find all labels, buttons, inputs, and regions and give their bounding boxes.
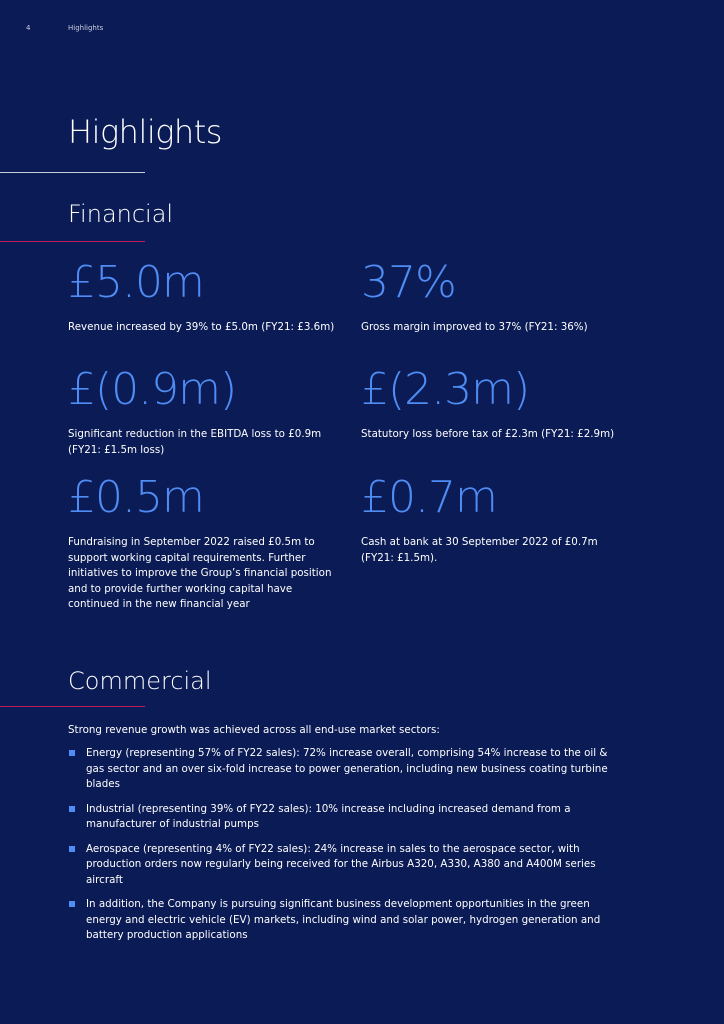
metric-description: Statutory loss before tax of £2.3m (FY21: £2.9m) xyxy=(361,428,615,440)
bullet-square-icon xyxy=(69,750,75,756)
metric-description: Cash at bank at 30 September 2022 of £0.7m (FY21: £1.5m). xyxy=(361,536,598,564)
page-header xyxy=(26,24,104,32)
list-item-text: In addition, the Company is pursuing significant business development opportunities in the green energy and electric vehicle (EV) markets, including wind and solar power, hydrogen generation and battery production applications xyxy=(86,898,601,941)
list-item-text: Energy (representing 57% of FY22 sales): 72% increase overall, comprising 54% increase to the oil & gas sector and an over six-fold increase to power generation, including new business coating turbine blades xyxy=(86,747,608,790)
metric-description: Gross margin improved to 37% (FY21: 36%) xyxy=(361,321,588,333)
metric-fundraising xyxy=(68,472,338,613)
list-item-text: Aerospace (representing 4% of FY22 sales): 24% increase in sales to the aerospace sector, with production orders now regularly being received for the Airbus A320, A330, A380 and A400M series aircraft xyxy=(86,842,596,886)
metric-description: Revenue increased by 39% to £5.0m (FY21: £3.6m) xyxy=(68,321,335,333)
list-item-text: Industrial (representing 39% of FY22 sales): 10% increase including increased demand from a manufacturer of industrial pumps xyxy=(86,802,571,830)
metric-ebitda xyxy=(68,364,338,458)
metric-value: £(0.9m) xyxy=(68,364,237,415)
title-divider xyxy=(0,172,145,173)
commercial-intro: Strong revenue growth was achieved across all end-use market sectors: xyxy=(68,724,440,736)
financial-heading: Financial xyxy=(68,200,174,228)
list-item xyxy=(68,802,628,833)
metric-revenue xyxy=(68,257,338,336)
header-section-title: Highlights xyxy=(68,24,104,32)
bullet-square-icon xyxy=(69,846,75,852)
metric-gross-margin xyxy=(361,257,631,336)
financial-divider xyxy=(0,241,145,242)
commercial-bullet-list xyxy=(68,746,628,953)
page-title: Highlights xyxy=(68,113,222,151)
bullet-square-icon xyxy=(69,901,75,907)
commercial-heading: Commercial xyxy=(68,667,212,695)
bullet-square-icon xyxy=(69,806,75,812)
metric-description: Fundraising in September 2022 raised £0.5m to support working capital requirements. Further initiatives to improve the Group’s financial position and to provide further working capital have continued in the new financial year xyxy=(68,536,332,610)
commercial-divider xyxy=(0,706,145,707)
page-number: 4 xyxy=(26,24,31,32)
metric-statutory-loss xyxy=(361,364,631,443)
list-item xyxy=(68,897,628,944)
metric-cash xyxy=(361,472,631,566)
metric-description: Significant reduction in the EBITDA loss to £0.9m (FY21: £1.5m loss) xyxy=(68,428,322,456)
metric-value: £5.0m xyxy=(68,257,204,308)
list-item xyxy=(68,746,628,793)
metric-value: £(2.3m) xyxy=(361,364,530,415)
metric-value: £0.7m xyxy=(361,472,497,523)
metric-value: £0.5m xyxy=(68,472,204,523)
list-item xyxy=(68,842,628,889)
metric-value: 37% xyxy=(361,257,456,308)
